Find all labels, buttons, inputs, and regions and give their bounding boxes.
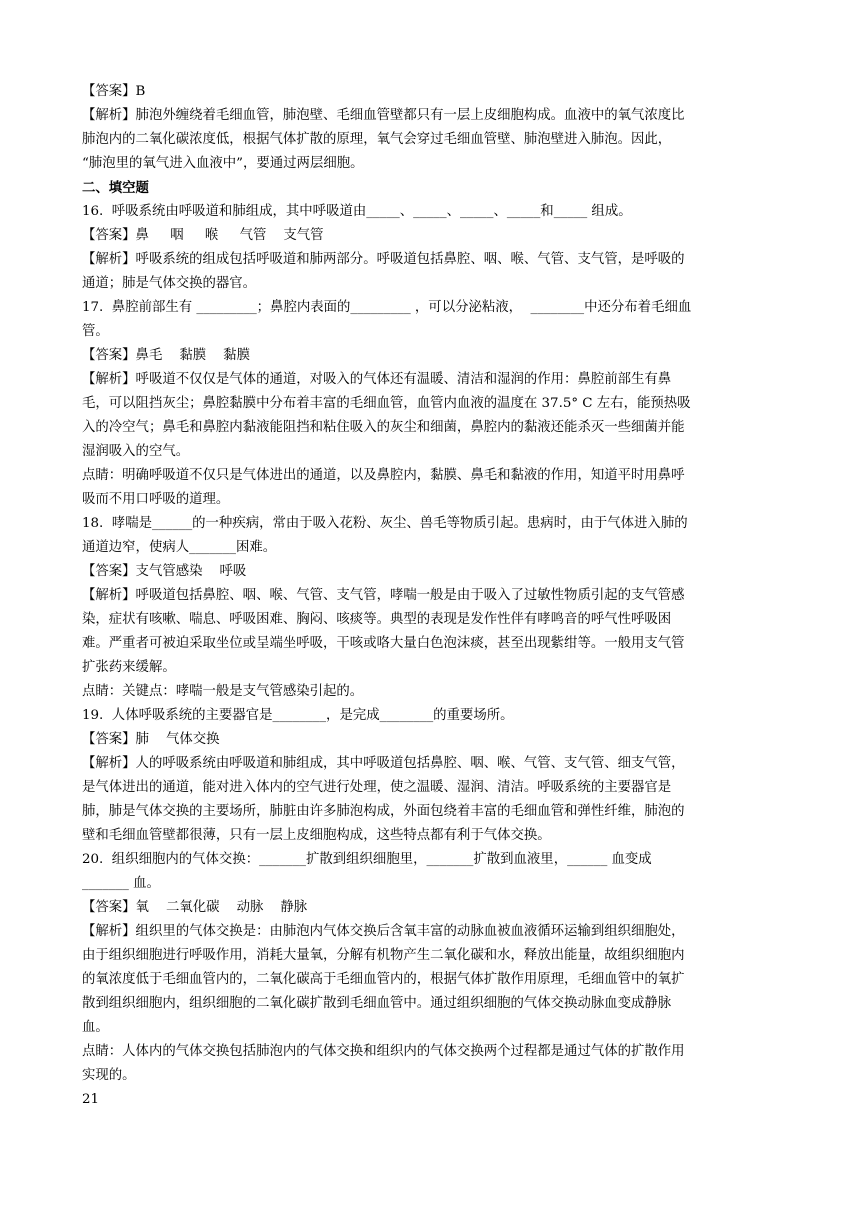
text-line: 【答案】支气管感染 呼吸 xyxy=(82,564,247,579)
text-line: 20. 组织细胞内的气体交换：_______扩散到组织细胞里，_______扩散到血液里，______ 血变成 xyxy=(82,852,652,867)
text-line: 【答案】B xyxy=(82,84,146,99)
text-line: 【解析】组织里的气体交换是：由肺泡内气体交换后含氧丰富的动脉血被血液循环运输到组织细胞处， xyxy=(82,924,685,939)
text-line: 湿润吸入的空气。 xyxy=(82,444,190,459)
text-line: 【解析】人的呼吸系统由呼吸道和肺组成，其中呼吸道包括鼻腔、咽、喉、气管、支气管、细支气管， xyxy=(82,756,685,771)
text-line: 血。 xyxy=(82,1020,109,1035)
text-line: _______ 血。 xyxy=(82,876,160,891)
text-line: 吸而不用口呼吸的道理。 xyxy=(82,492,230,507)
text-line: 19. 人体呼吸系统的主要器官是________，是完成________的重要场所。 xyxy=(82,708,514,723)
text-line: “肺泡里的氧气进入血液中”，要通过两层细胞。 xyxy=(82,156,364,171)
section-heading: 二、填空题 xyxy=(82,180,149,196)
text-line: 入的冷空气；鼻毛和鼻腔内黏液能阻挡和粘住吸入的灰尘和细菌，鼻腔内的黏液还能杀灭一些细菌并能 xyxy=(82,420,685,435)
text-line: 染，症状有咳嗽、喘息、呼吸困难、胸闷、咳痰等。典型的表现是发作性伴有哮鸣音的呼气性呼吸困 xyxy=(82,612,672,627)
text-line: 【解析】呼吸道包括鼻腔、咽、喉、气管、支气管，哮喘一般是由于吸入了过敏性物质引起的支气管感 xyxy=(82,588,685,603)
text-line: 点睛：明确呼吸道不仅只是气体进出的通道，以及鼻腔内，黏膜、鼻毛和黏液的作用，知道平时用鼻呼 xyxy=(82,468,685,483)
text-line: 肺，肺是气体交换的主要场所，肺脏由许多肺泡构成，外面包绕着丰富的毛细血管和弹性纤维，肺泡的 xyxy=(82,804,685,819)
text-line: 是气体进出的通道，能对进入体内的空气进行处理，使之温暖、湿润、清洁。呼吸系统的主要器官是 xyxy=(82,780,672,795)
text-line: 毛，可以阻挡灰尘；鼻腔黏膜中分布着丰富的毛细血管，血管内血液的温度在 37.5° C 左右，能预热吸 xyxy=(82,396,691,411)
text-line: 管。 xyxy=(82,324,109,339)
text-line: 18. 哮喘是______的一种疾病，常由于吸入花粉、灰尘、兽毛等物质引起。患病时，由于气体进入肺的 xyxy=(82,516,688,531)
text-line: 21 xyxy=(82,1092,100,1107)
text-line: 点睛：人体内的气体交换包括肺泡内的气体交换和组织内的气体交换两个过程都是通过气体的扩散作用 xyxy=(82,1044,685,1059)
text-line: 难。严重者可被迫采取坐位或呈端坐呼吸，干咳或咯大量白色泡沫痰，甚至出现紫绀等。一般用支气管 xyxy=(82,636,685,651)
text-line: 壁和毛细血管壁都很薄，只有一层上皮细胞构成，这些特点都有利于气体交换。 xyxy=(82,828,551,843)
text-line: 肺泡内的二氧化碳浓度低，根据气体扩散的原理，氧气会穿过毛细血管壁、肺泡壁进入肺泡。因此， xyxy=(82,132,672,147)
text-line: 17. 鼻腔前部生有 _________；鼻腔内表面的_________ ，可以分泌粘液， ________中还分布着毛细血 xyxy=(82,300,692,315)
text-line: 【答案】氧 二氧化碳 动脉 静脉 xyxy=(82,900,308,915)
text-line: 16. 呼吸系统由呼吸道和肺组成，其中呼吸道由_____、_____、_____、_____和_____ 组成。 xyxy=(82,204,632,219)
text-line: 【解析】肺泡外缠绕着毛细血管，肺泡壁、毛细血管壁都只有一层上皮细胞构成。血液中的氧气浓度比 xyxy=(82,108,685,123)
text-line: 通道边窄，使病人_______困难。 xyxy=(82,540,277,555)
text-line: 【解析】呼吸系统的组成包括呼吸道和肺两部分。呼吸道包括鼻腔、咽、喉、气管、支气管，是呼吸的 xyxy=(82,252,685,267)
text-line: 点睛：关键点：哮喘一般是支气管感染引起的。 xyxy=(82,684,364,699)
text-line: 扩张药来缓解。 xyxy=(82,660,176,675)
text-line: 散到组织细胞内，组织细胞的二氧化碳扩散到毛细血管中。通过组织细胞的气体交换动脉血变成静脉 xyxy=(82,996,672,1011)
text-line: 【答案】鼻毛 黏膜 黏膜 xyxy=(82,348,250,363)
text-line: 实现的。 xyxy=(82,1068,136,1083)
text-line: 通道；肺是气体交换的器官。 xyxy=(82,276,257,291)
text-line: 【答案】鼻 咽 喉 气管 支气管 xyxy=(82,228,324,243)
text-line: 【解析】呼吸道不仅仅是气体的通道，对吸入的气体还有温暖、清洁和湿润的作用：鼻腔前部生有鼻 xyxy=(82,372,672,387)
text-line: 【答案】肺 气体交换 xyxy=(82,732,220,747)
text-line: 的氧浓度低于毛细血管内的，二氧化碳高于毛细血管内的，根据气体扩散作用原理，毛细血管中的氧扩 xyxy=(82,972,685,987)
text-line: 由于组织细胞进行呼吸作用，消耗大量氧，分解有机物产生二氧化碳和水，释放出能量，故组织细胞内 xyxy=(82,948,685,963)
document-page xyxy=(82,80,782,1112)
